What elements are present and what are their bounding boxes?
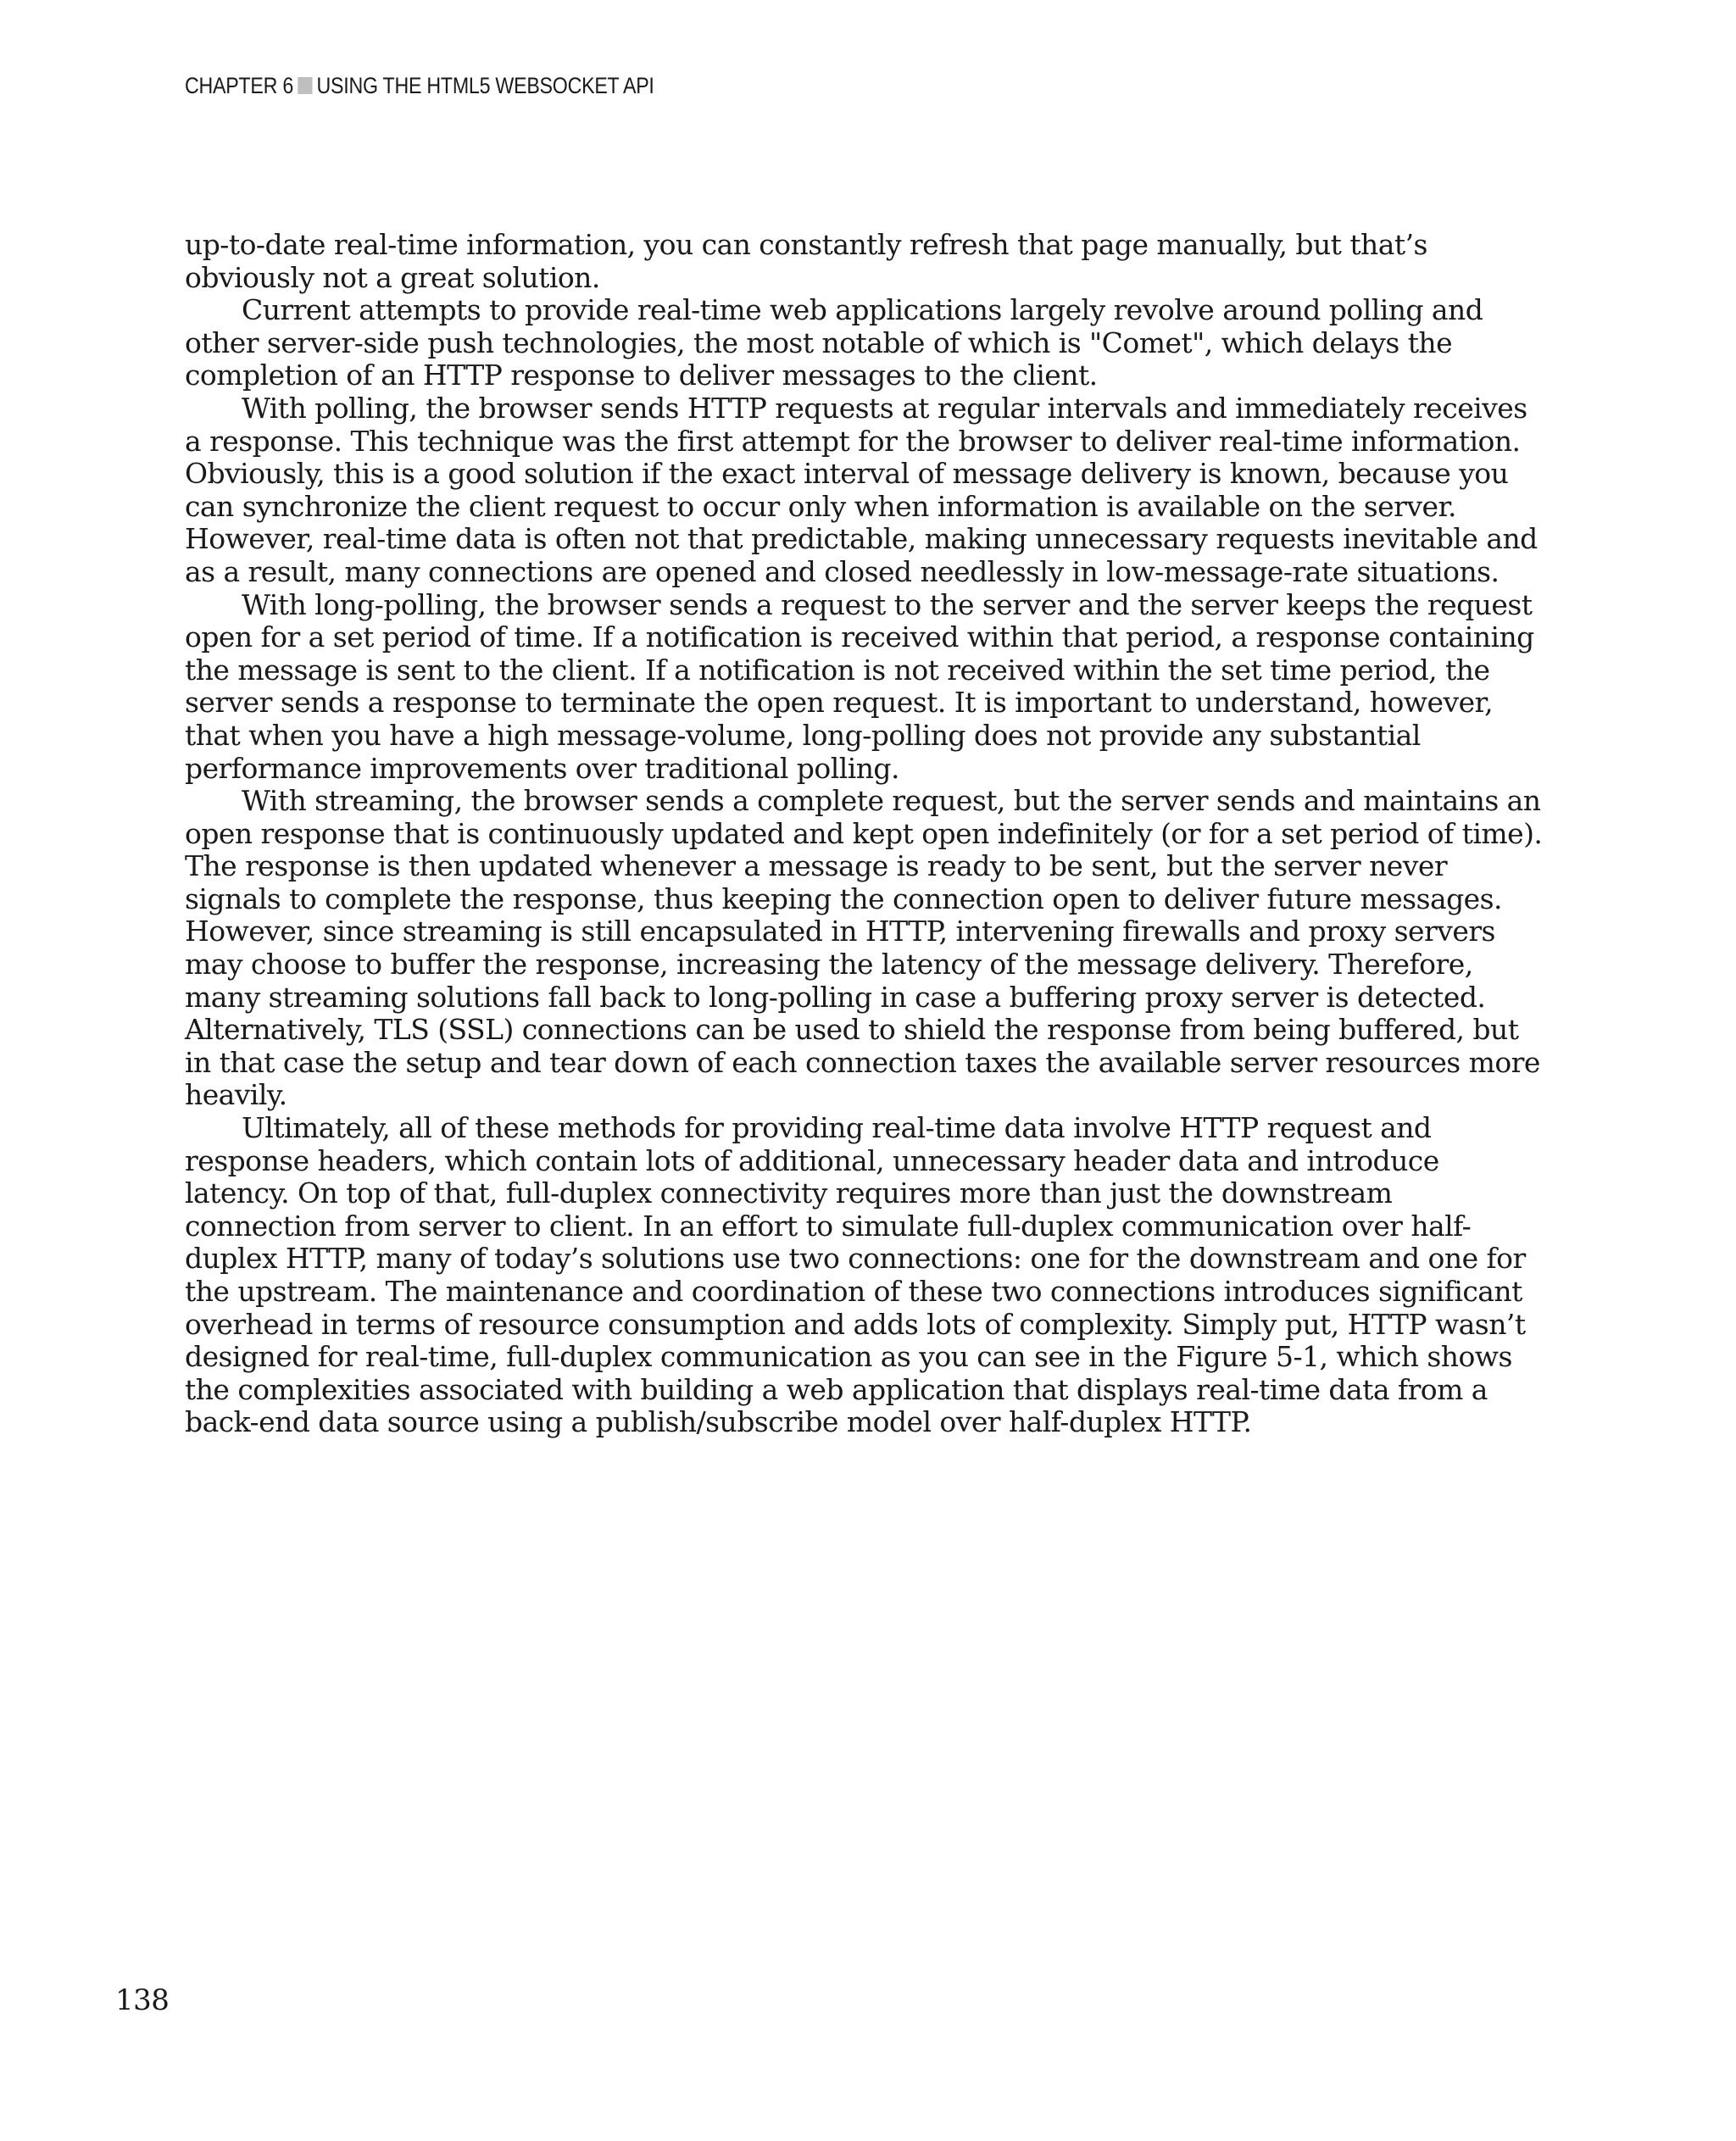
paragraph-6: Ultimately, all of these methods for providing real-time data involve HTTP request and response headers, which contain lots of additional, unnecessary header data and introduce latency. On top of that, full-duplex connectivity requires more than just the downstream connection from server to client. In an effort to simulate full-duplex communication over half-duplex HTTP, many of today’s solutions use two connections: one for the downstream and one for the upstream. The maintenance and coordination of these two connections introduces significant overhead in terms of resource consumption and adds lots of complexity. Simply put, HTTP wasn’t designed for real-time, full-duplex communication as you can see in the Figure 5-1, which shows the complexities associated with building a web application that displays real-time data from a back-end data source using a publish/subscribe model over half-duplex HTTP.	[185, 1111, 1526, 1439]
separator-square-icon	[298, 77, 312, 94]
chapter-title: USING THE HTML5 WEBSOCKET API	[316, 73, 654, 98]
running-header	[185, 73, 654, 99]
paragraph-2: Current attempts to provide real-time web applications largely revolve around polling and other server-side push technologies, the most notable of which is "Comet", which delays the completion of an HTTP response to deliver messages to the client.	[185, 293, 1483, 392]
page-number: 138	[115, 1983, 170, 2017]
chapter-label: CHAPTER 6	[185, 73, 294, 98]
paragraph-4: With long-polling, the browser sends a request to the server and the server keeps the request open for a set period of time. If a notification is received within that period, a response containing the message is sent to the client. If a notification is not received within the set time period, the server sends a response to terminate the open request. It is important to understand, however, that when you have a high message-volume, long-polling does not provide any substantial performance improvements over traditional polling.	[185, 587, 1534, 785]
paragraph-5: With streaming, the browser sends a complete request, but the server sends and maintains an open response that is continuously updated and kept open indefinitely (or for a set period of time). The response is then updated whenever a message is ready to be sent, but the server never signals to complete the response, thus keeping the connection open to deliver future messages. However, since streaming is still encapsulated in HTTP, intervening firewalls and proxy servers may choose to buffer the response, increasing the latency of the message delivery. Therefore, many streaming solutions fall back to long-polling in case a buffering proxy server is detected. Alternatively, TLS (SSL) connections can be used to shield the response from being buffered, but in that case the setup and tear down of each connection taxes the available server resources more heavily.	[185, 784, 1543, 1112]
body-text	[185, 229, 1551, 1439]
paragraph-3: With polling, the browser sends HTTP requests at regular intervals and immediately receives a response. This technique was the first attempt for the browser to deliver real-time information. Obviously, this is a good solution if the exact interval of message delivery is known, because you can synchronize the client request to occur only when information is available on the server. However, real-time data is often not that predictable, making unnecessary requests inevitable and as a result, many connections are opened and closed needlessly in low-message-rate situations.	[185, 391, 1538, 588]
paragraph-1: up-to-date real-time information, you can constantly refresh that page manually, but that’s obviously not a great solution.	[185, 228, 1427, 294]
